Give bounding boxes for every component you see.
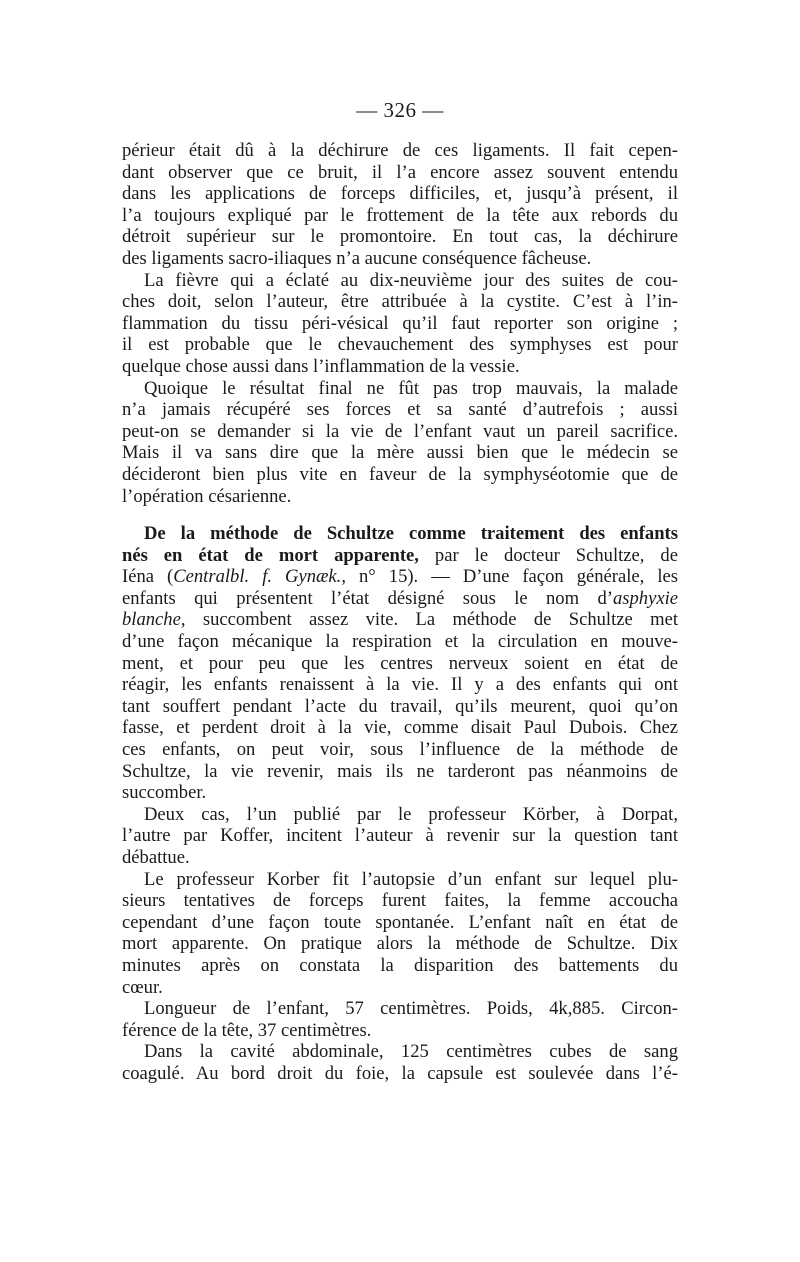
text-segment: enfants qui présentent l’état désigné sous le nom d’ — [122, 587, 613, 609]
text-line — [122, 609, 678, 631]
text-line: cependant d’une façon toute spontanée. L’enfant naît en état de — [122, 911, 678, 933]
text-line: réagir, les enfants renaissent à la vie. Il y a des enfants qui ont — [122, 674, 678, 696]
text-line: La fièvre qui a éclaté au dix-neuvième jour des suites de cou- — [144, 269, 678, 291]
text-line: l’autre par Koffer, incitent l’auteur à revenir sur la question tant — [122, 825, 678, 847]
text-line: détroit supérieur sur le promontoire. En tout cas, la déchirure — [122, 226, 678, 248]
text-line: dans les applications de forceps difficiles, et, jusqu’à présent, il — [122, 183, 678, 205]
text-line: fasse, et perdent droit à la vie, comme disait Paul Dubois. Chez — [122, 717, 678, 739]
text-line: il est probable que le chevauchement des symphyses est pour — [122, 334, 678, 356]
text-line: dant observer que ce bruit, il l’a encore assez souvent entendu — [122, 161, 678, 183]
paragraph — [122, 804, 678, 869]
text-line: ches doit, selon l’auteur, être attribuée à la cystite. C’est à l’in- — [122, 291, 678, 313]
text-line: ces enfants, on peut voir, sous l’influence de la méthode de — [122, 739, 678, 761]
text-line: férence de la tête, 37 centimètres. — [122, 1019, 372, 1041]
text-line: ment, et pour peu que les centres nerveux soient en état de — [122, 652, 678, 674]
paragraph — [122, 270, 678, 378]
text-line: des ligaments sacro-iliaques n’a aucune conséquence fâcheuse. — [122, 247, 592, 269]
text-line: succomber. — [122, 782, 207, 804]
text-line: Dans la cavité abdominale, 125 centimètres cubes de sang — [144, 1041, 678, 1063]
text-line — [122, 588, 678, 610]
text-line: Le professeur Korber fit l’autopsie d’un enfant sur lequel plu- — [144, 868, 678, 890]
place-text: Iéna ( — [122, 566, 174, 588]
section-paragraph — [122, 523, 678, 804]
text-line: minutes après on constata la disparition des battements du — [122, 954, 678, 976]
term-italic: asphyxie — [612, 587, 678, 609]
text-line: sieurs tentatives de forceps furent faites, la femme accoucha — [122, 890, 678, 912]
text-line: l’a toujours expliqué par le frottement de la tête aux rebords du — [122, 204, 678, 226]
text-line — [122, 545, 678, 567]
paragraph — [122, 1041, 678, 1084]
text-line: coagulé. Au bord droit du foie, la capsule est soulevée dans l’é- — [122, 1062, 678, 1084]
text-line: Quoique le résultat final ne fût pas trop mauvais, la malade — [144, 377, 678, 399]
section-gap — [122, 507, 678, 523]
text-line: n’a jamais récupéré ses forces et sa santé d’autrefois ; aussi — [122, 399, 678, 421]
text-line: mort apparente. On pratique alors la méthode de Schultze. Dix — [122, 933, 678, 955]
reference-text: , n° 15). — D’une façon générale, les — [341, 566, 678, 588]
text-line: Deux cas, l’un publié par le professeur Körber, à Dorpat, — [144, 803, 678, 825]
text-line: d’une façon mécanique la respiration et la circulation en mouve- — [122, 631, 678, 653]
page-body — [122, 140, 678, 1085]
text-line: l’opération césarienne. — [122, 485, 292, 507]
term-italic: blanche — [122, 609, 181, 631]
author-text: par le docteur Schultze, de — [418, 544, 678, 566]
text-line: Mais il va sans dire que la mère aussi bien que le médecin se — [122, 442, 678, 464]
text-line — [122, 566, 678, 588]
text-segment: , succombent assez vite. La méthode de Schultze met — [180, 609, 678, 631]
text-line: périeur était dû à la déchirure de ces ligaments. Il fait cepen- — [122, 140, 678, 161]
paragraph — [122, 378, 678, 508]
paragraph — [122, 140, 678, 270]
text-line: tant souffert pendant l’acte du travail, qu’ils meurent, quoi qu’on — [122, 695, 678, 717]
paragraph — [122, 869, 678, 999]
text-line: Schultze, la vie revenir, mais ils ne tarderont pas néanmoins de — [122, 760, 678, 782]
text-line: décideront bien plus vite en faveur de la symphyséotomie que de — [122, 463, 678, 485]
section-heading: De la méthode de Schultze comme traitement des enfants — [144, 523, 678, 545]
text-line: flammation du tissu péri-vésical qu’il faut reporter son origine ; — [122, 312, 678, 334]
text-line: quelque chose aussi dans l’inflammation de la vessie. — [122, 355, 520, 377]
page-number: — 326 — — [356, 98, 444, 122]
journal-title: Centralbl. f. Gynæk. — [173, 566, 342, 588]
text-line: peut-on se demander si la vie de l’enfant vaut un pareil sacrifice. — [122, 420, 678, 442]
section-heading-continued: nés en état de mort apparente, — [122, 544, 419, 566]
text-line: débattue. — [122, 847, 190, 868]
text-line: cœur. — [122, 976, 163, 998]
paragraph — [122, 998, 678, 1041]
text-line: Longueur de l’enfant, 57 centimètres. Poids, 4k,885. Circon- — [144, 998, 678, 1020]
